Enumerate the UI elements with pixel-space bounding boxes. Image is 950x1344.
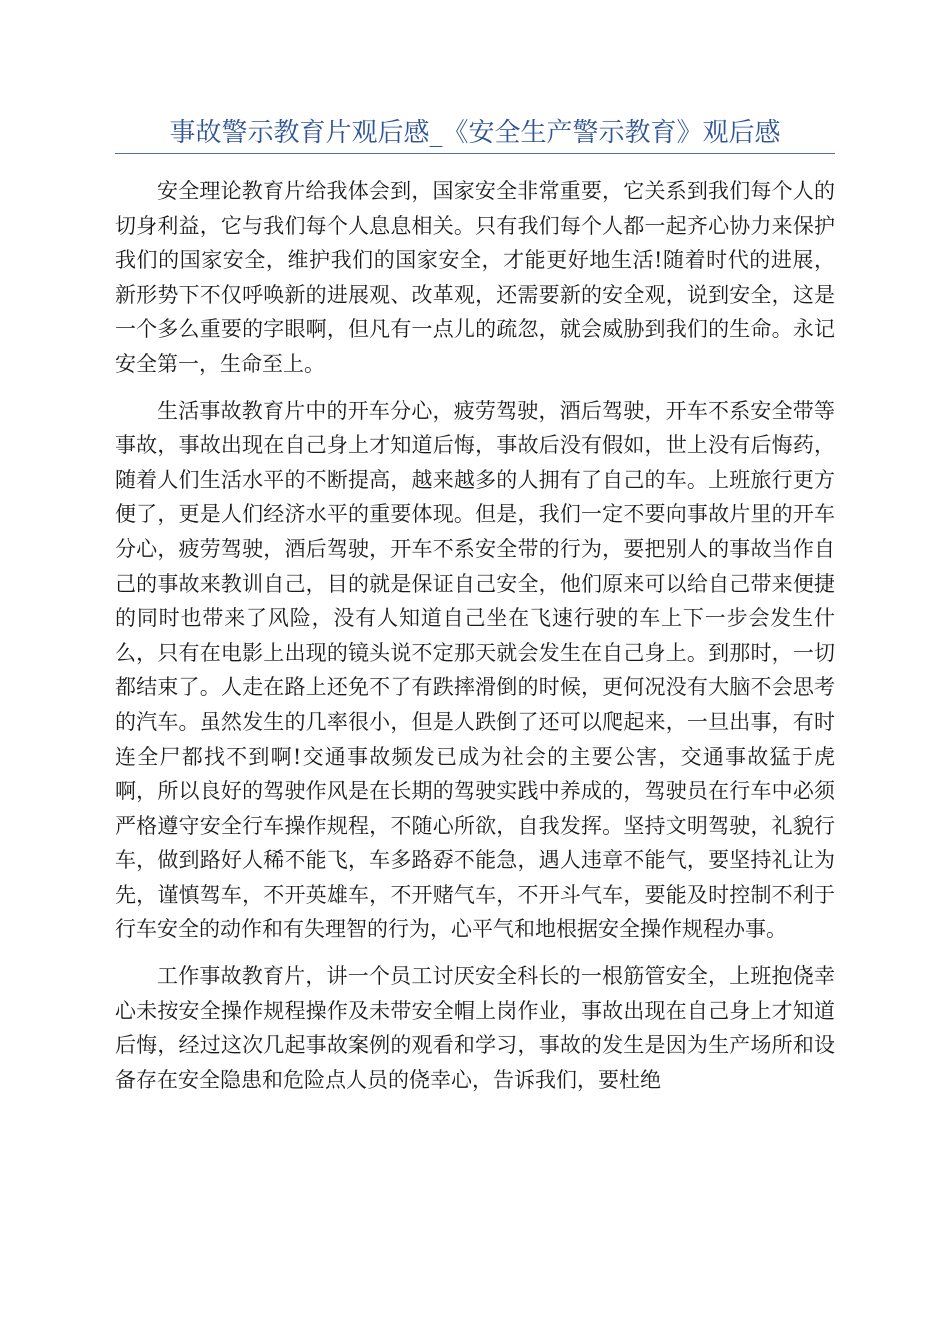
document-body xyxy=(115,174,835,1109)
document-title: 事故警示教育片观后感_《安全生产警示教育》观后感 xyxy=(115,113,835,154)
paragraph-2: 生活事故教育片中的开车分心，疲劳驾驶，酒后驾驶，开车不系安全带等事故，事故出现在自己身上才知道后悔，事故后没有假如，世上没有后悔药，随着人们生活水平的不断提高，越来越多的人拥有了自己的车。上班旅行更方便了，更是人们经济水平的重要体现。但是，我们一定不要向事故片里的开车分心，疲劳驾驶，酒后驾驶，开车不系安全带的行为，要把别人的事故当作自己的事故来教训自己，目的就是保证自己安全，他们原来可以给自己带来便捷的同时也带来了风险，没有人知道自己坐在飞速行驶的车上下一步会发生什么，只有在电影上出现的镜头说不定那天就会发生在自己身上。到那时，一切都结束了。人走在路上还免不了有跌摔滑倒的时候，更何况没有大脑不会思考的汽车。虽然发生的几率很小，但是人跌倒了还可以爬起来，一旦出事，有时连全尸都找不到啊!交通事故频发已成为社会的主要公害，交通事故猛于虎啊，所以良好的驾驶作风是在长期的驾驶实践中养成的，驾驶员在行车中必须严格遵守安全行车操作规程，不随心所欲，自我发挥。坚持文明驾驶，礼貌行车，做到路好人稀不能飞，车多路孬不能急，遇人违章不能气，要坚持礼让为先，谨慎驾车，不开英雄车，不开赌气车，不开斗气车，要能及时控制不利于行车安全的动作和有失理智的行为，心平气和地根据安全操作规程办事。 xyxy=(115,398,835,942)
paragraph-3: 工作事故教育片，讲一个员工讨厌安全科长的一根筋管安全，上班抱侥幸心未按安全操作规程操作及未带安全帽上岗作业，事故出现在自己身上才知道后悔，经过这次几起事故案例的观看和学习，事故的发生是因为生产场所和设备存在安全隐患和危险点人员的侥幸心，告诉我们，要杜绝 xyxy=(115,964,835,1092)
paragraph-1: 安全理论教育片给我体会到，国家安全非常重要，它关系到我们每个人的切身利益，它与我们每个人息息相关。只有我们每个人都一起齐心协力来保护我们的国家安全，维护我们的国家安全，才能更好地生活!随着时代的进展，新形势下不仅呼唤新的进展观、改革观，还需要新的安全观，说到安全，这是一个多么重要的字眼啊，但凡有一点儿的疏忽，就会威胁到我们的生命。永记安全第一，生命至上。 xyxy=(115,179,835,376)
